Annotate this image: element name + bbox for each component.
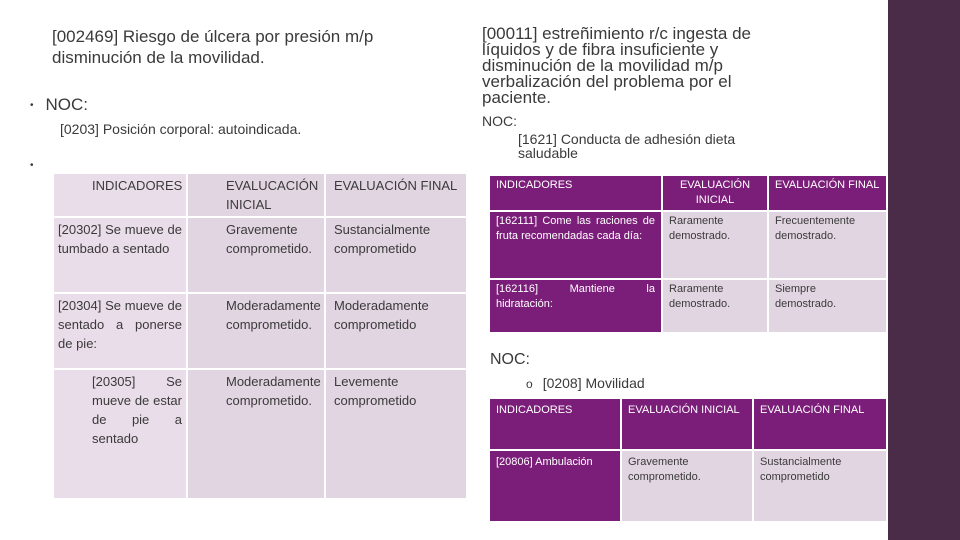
row-initial: Moderadamente comprometido. — [187, 369, 325, 499]
left-evaluation-table — [52, 172, 468, 500]
row-indicator: [20304] Se mueve de sentado a ponerse de pie: — [53, 293, 187, 369]
row-initial: Gravemente comprometido. — [187, 217, 325, 293]
row-initial: Raramente demostrado. — [662, 279, 768, 333]
left-noc-sub-text: [0203] Posición corporal: autoindicada. — [60, 121, 302, 137]
row-final: Sustancialmente comprometido — [753, 450, 887, 522]
row-indicator: [162111] Come las raciones de fruta recomendadas cada día: — [489, 211, 662, 279]
table-row — [53, 293, 467, 369]
accent-sidebar — [888, 0, 960, 540]
row-initial: Moderadamente comprometido. — [187, 293, 325, 369]
header-indicadores: INDICADORES — [53, 173, 187, 217]
table-header-row — [489, 175, 887, 211]
right-evaluation-table-1 — [488, 174, 888, 334]
table-row — [53, 369, 467, 499]
left-noc-label: NOC: — [45, 95, 89, 114]
row-initial: Gravemente comprometido. — [621, 450, 753, 522]
header-evaluacion-final: EVALUACIÓN FINAL — [768, 175, 887, 211]
header-indicadores: INDICADORES — [489, 398, 621, 450]
row-final: Frecuentemente demostrado. — [768, 211, 887, 279]
header-evaluacion-inicial: EVALUACIÓN INICIAL — [662, 175, 768, 211]
row-indicator: [162116] Mantiene la hidratación: — [489, 279, 662, 333]
row-final: Siempre demostrado. — [768, 279, 887, 333]
left-noc-heading — [30, 95, 88, 115]
row-final: Moderadamente comprometido — [325, 293, 467, 369]
right-noc-label-1: NOC: — [482, 113, 517, 129]
bullet-icon: • — [30, 100, 34, 112]
table-row — [489, 211, 887, 279]
right-diagnosis-title: [00011] estreñimiento r/c ingesta de líquidos y de fibra insuficiente y disminución de la movilidad m/p verbalización del problema por el paciente. — [482, 24, 752, 107]
right-noc-item-1: [1621] Conducta de adhesión dieta saludable — [518, 131, 736, 161]
right-evaluation-table-2 — [488, 397, 888, 523]
table-header-row — [53, 173, 467, 217]
header-evaluacion-inicial: EVALUCACIÓN INICIAL — [187, 173, 325, 217]
right-noc-item-2 — [526, 375, 645, 391]
row-final: Sustancialmente comprometido — [325, 217, 467, 293]
row-final: Levemente comprometido — [325, 369, 467, 499]
left-diagnosis-title: [002469] Riesgo de úlcera por presión m/p disminución de la movilidad. — [52, 27, 374, 67]
circle-bullet-icon: o — [526, 377, 533, 391]
table-row — [489, 450, 887, 522]
right-noc-item-2-text: [0208] Movilidad — [542, 375, 645, 391]
header-evaluacion-final: EVALUACIÓN FINAL — [325, 173, 467, 217]
row-indicator: [20806] Ambulación — [489, 450, 621, 522]
right-noc-label-2: NOC: — [490, 351, 530, 368]
row-indicator: [20302] Se mueve de tumbado a sentado — [53, 217, 187, 293]
header-indicadores: INDICADORES — [489, 175, 662, 211]
table-row — [53, 217, 467, 293]
row-initial: Raramente demostrado. — [662, 211, 768, 279]
header-evaluacion-inicial: EVALUACIÓN INICIAL — [621, 398, 753, 450]
table-header-row — [489, 398, 887, 450]
table-row — [489, 279, 887, 333]
row-indicator: [20305] Se mueve de estar de pie a sentado — [53, 369, 187, 499]
left-noc-sub-item — [58, 121, 301, 137]
bullet-icon: • — [30, 160, 34, 171]
header-evaluacion-final: EVALUACIÓN FINAL — [753, 398, 887, 450]
